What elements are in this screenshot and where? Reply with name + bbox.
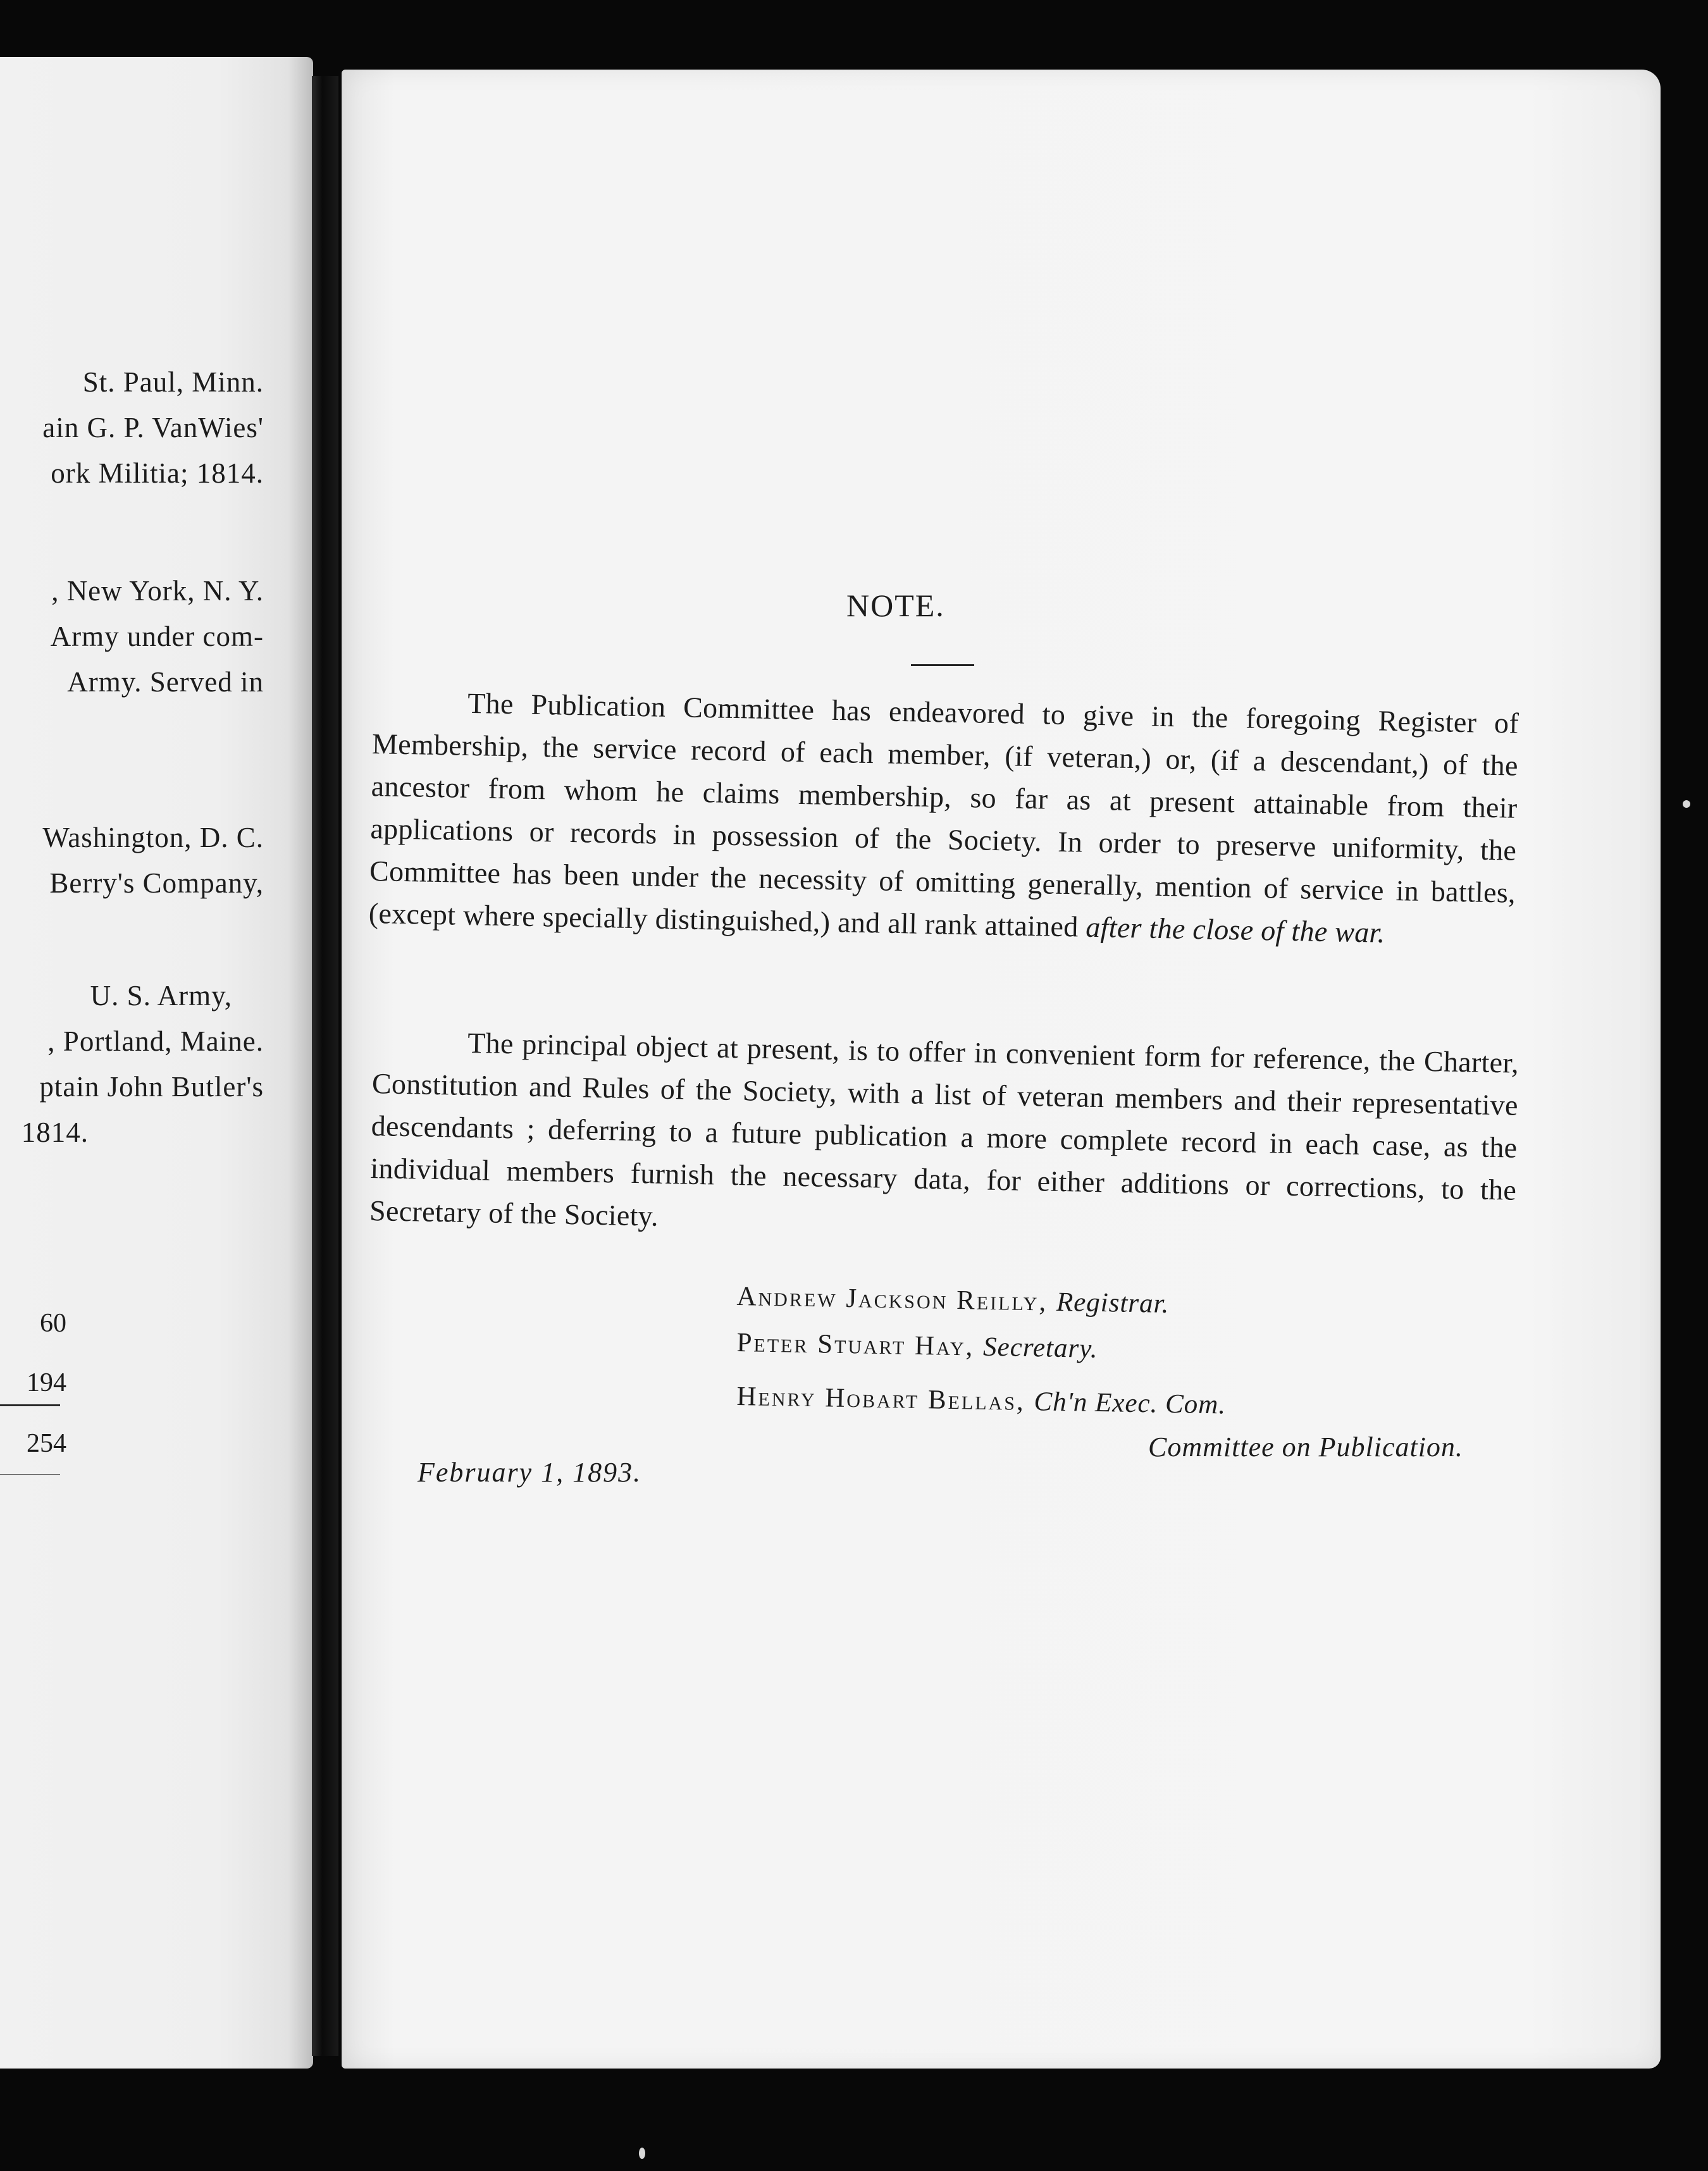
signature-role: Ch'n Exec. Com. [1034, 1387, 1227, 1420]
signature-name: Henry Hobart Bellas, [736, 1381, 1026, 1416]
signature-secretary [736, 1327, 1098, 1364]
left-line: 1814. [21, 1116, 89, 1148]
left-line: ork Militia; 1814. [51, 457, 264, 489]
left-total-2: 194 [27, 1368, 66, 1397]
committee-label: Committee on Publication. [1148, 1432, 1463, 1463]
left-page-block-4 [90, 973, 232, 1018]
left-page-block-2 [51, 568, 264, 705]
left-line: U. S. Army, [90, 980, 232, 1011]
left-line: ptain John Butler's [39, 1071, 264, 1103]
left-facing-page [0, 57, 313, 2069]
note-title: NOTE. [846, 588, 945, 623]
left-line: St. Paul, Minn. [82, 366, 264, 398]
signature-name: Andrew Jackson Reilly, [736, 1281, 1048, 1317]
left-page-block-3 [42, 815, 264, 906]
note-paragraph-1 [368, 680, 1519, 956]
signature-name: Peter Stuart Hay, [736, 1327, 975, 1362]
left-line: Washington, D. C. [42, 822, 264, 853]
left-total-3: 254 [27, 1429, 66, 1458]
signature-role: Registrar. [1056, 1287, 1170, 1319]
paragraph-1-text: The Publication Committee has endeavored to give in the foregoing Register of Membership, the service record of each member, (if veteran,) or, (if a descendant,) of the ancestor from whom he claims membership, so far as at present attainable from their applications or records in possession of the Society. In order to preserve uniformity, the Committee has been under the necessity of omitting generally, mention of service in battles, (except where specially distinguished,) and all rank attained [368, 686, 1519, 943]
left-line: Army. Served in [67, 666, 264, 698]
left-page-block-1 [42, 359, 264, 496]
signature-role: Secretary. [982, 1332, 1099, 1364]
title-rule [911, 664, 974, 666]
left-bottom-rule [0, 1474, 60, 1475]
paragraph-1-italic: after the close of the war. [1085, 910, 1385, 949]
left-page-block-6 [22, 1110, 89, 1155]
left-line: Berry's Company, [49, 867, 264, 899]
scan-speck [639, 2148, 645, 2159]
left-line: ain G. P. VanWies' [42, 412, 264, 443]
left-total-1: 60 [40, 1309, 66, 1338]
left-line: , Portland, Maine. [47, 1025, 264, 1057]
left-line: , New York, N. Y. [51, 575, 264, 607]
note-paragraph-2 [369, 1020, 1519, 1254]
left-line: Army under com- [50, 621, 264, 652]
note-date: February 1, 1893. [418, 1457, 642, 1488]
book-gutter [312, 76, 338, 2056]
left-page-block-5 [39, 1018, 264, 1110]
paragraph-2-text: The principal object at present, is to offer in convenient form for reference, the Charter, Constitution and Rules of the Society, with a list of veteran members and their representative descendants ; deferring to a future publication a more complete record in each case, as the individual members furnish the necessary data, for either additions or corrections, to the Secretary of the Society. [369, 1026, 1519, 1232]
left-total-rule [0, 1404, 60, 1406]
scan-speck [1683, 800, 1690, 808]
